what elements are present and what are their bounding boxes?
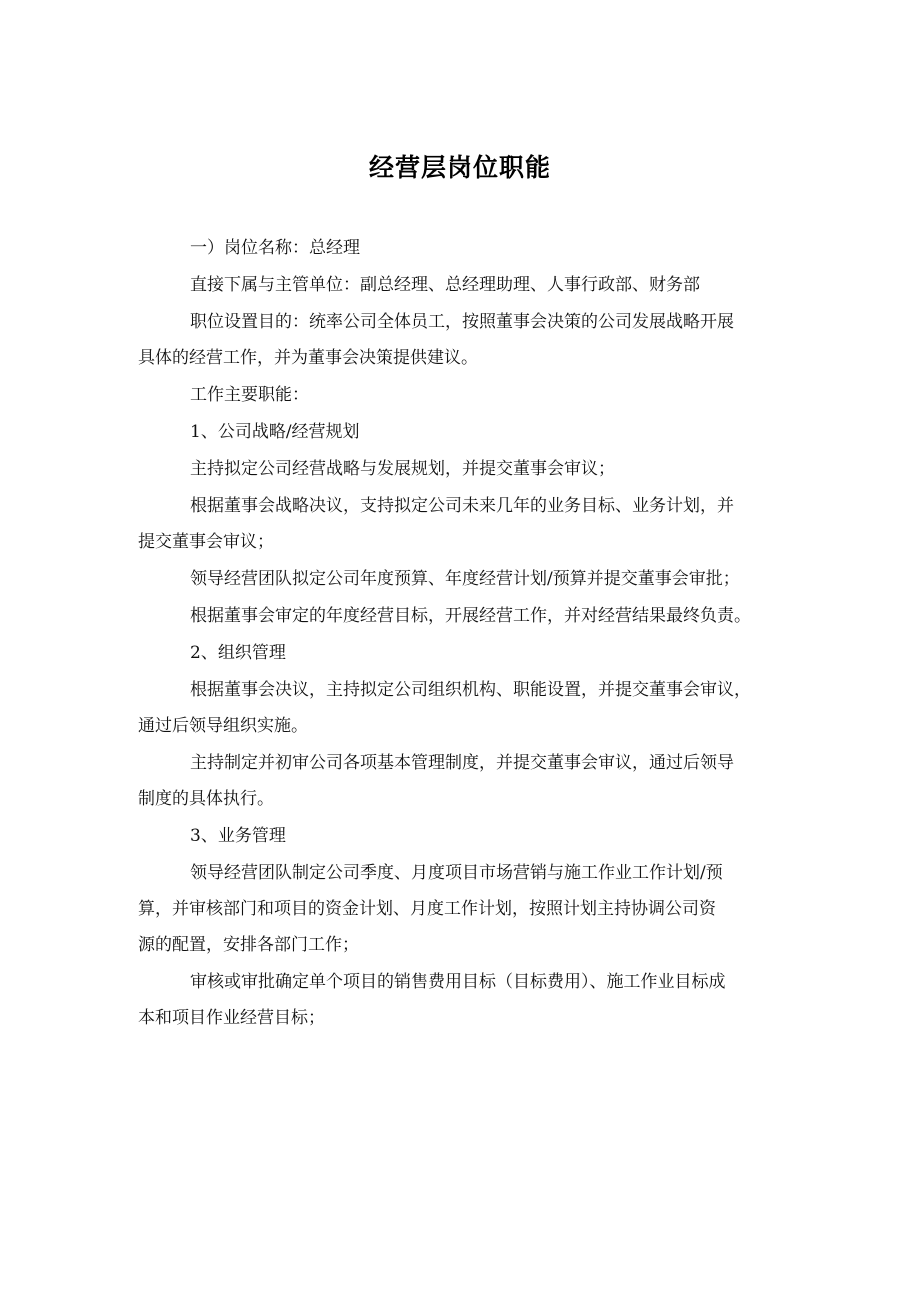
section-heading-business — [138, 818, 784, 854]
paragraph-line: 通过后领导组织实施。 — [138, 716, 308, 736]
paragraph-line: 领导经营团队拟定公司年度预算、年度经营计划/预算并提交董事会审批； — [190, 569, 740, 589]
paragraph-purpose — [138, 304, 784, 376]
paragraph-position-name — [138, 230, 784, 266]
paragraph-strategy-4 — [138, 598, 784, 634]
paragraph-line: 主持制定并初审公司各项基本管理制度，并提交董事会审议，通过后领导 — [190, 753, 734, 773]
paragraph-strategy-3 — [138, 561, 784, 597]
paragraph-line: 审核或审批确定单个项目的销售费用目标（目标费用）、施工作业目标成 — [190, 972, 726, 992]
paragraph-business-2 — [138, 964, 784, 1036]
paragraph-line: 3、业务管理 — [190, 826, 286, 846]
section-heading-organization — [138, 635, 784, 671]
paragraph-line: 1、公司战略/经营规划 — [190, 422, 360, 442]
paragraph-line: 职位设置目的：统率公司全体员工，按照董事会决策的公司发展战略开展 — [190, 312, 734, 332]
paragraph-line: 主持拟定公司经营战略与发展规划，并提交董事会审议； — [190, 459, 615, 479]
document-title: 经营层岗位职能 — [368, 153, 551, 182]
paragraph-line: 领导经营团队制定公司季度、月度项目市场营销与施工作业工作计划/预 — [190, 863, 723, 883]
paragraph-line: 源的配置，安排各部门工作； — [138, 935, 359, 955]
paragraph-line: 根据董事会战略决议，支持拟定公司未来几年的业务目标、业务计划，并 — [190, 496, 734, 516]
paragraph-line: 提交董事会审议； — [138, 532, 274, 552]
paragraph-line: 2、组织管理 — [190, 643, 286, 663]
paragraph-strategy-2 — [138, 488, 784, 560]
paragraph-subordinates — [138, 267, 784, 303]
paragraph-organization-1 — [138, 672, 784, 744]
paragraph-line: 根据董事会决议，主持拟定公司组织机构、职能设置，并提交董事会审议， — [190, 680, 751, 700]
paragraph-main-functions-heading — [138, 377, 784, 413]
paragraph-business-1 — [138, 855, 784, 963]
paragraph-strategy-1 — [138, 451, 784, 487]
section-heading-strategy — [138, 414, 784, 450]
paragraph-line: 工作主要职能： — [190, 385, 309, 405]
document-body — [138, 230, 784, 1036]
paragraph-line: 本和项目作业经营目标； — [138, 1008, 325, 1028]
paragraph-organization-2 — [138, 745, 784, 817]
paragraph-line: 一）岗位名称：总经理 — [190, 238, 360, 258]
paragraph-line: 算，并审核部门和项目的资金计划、月度工作计划，按照计划主持协调公司资 — [138, 899, 716, 919]
paragraph-line: 制度的具体执行。 — [138, 789, 274, 809]
paragraph-line: 直接下属与主管单位：副总经理、总经理助理、人事行政部、财务部 — [190, 275, 700, 295]
paragraph-line: 根据董事会审定的年度经营目标，开展经营工作，并对经营结果最终负责。 — [190, 606, 751, 626]
paragraph-line: 具体的经营工作，并为董事会决策提供建议。 — [138, 348, 478, 368]
